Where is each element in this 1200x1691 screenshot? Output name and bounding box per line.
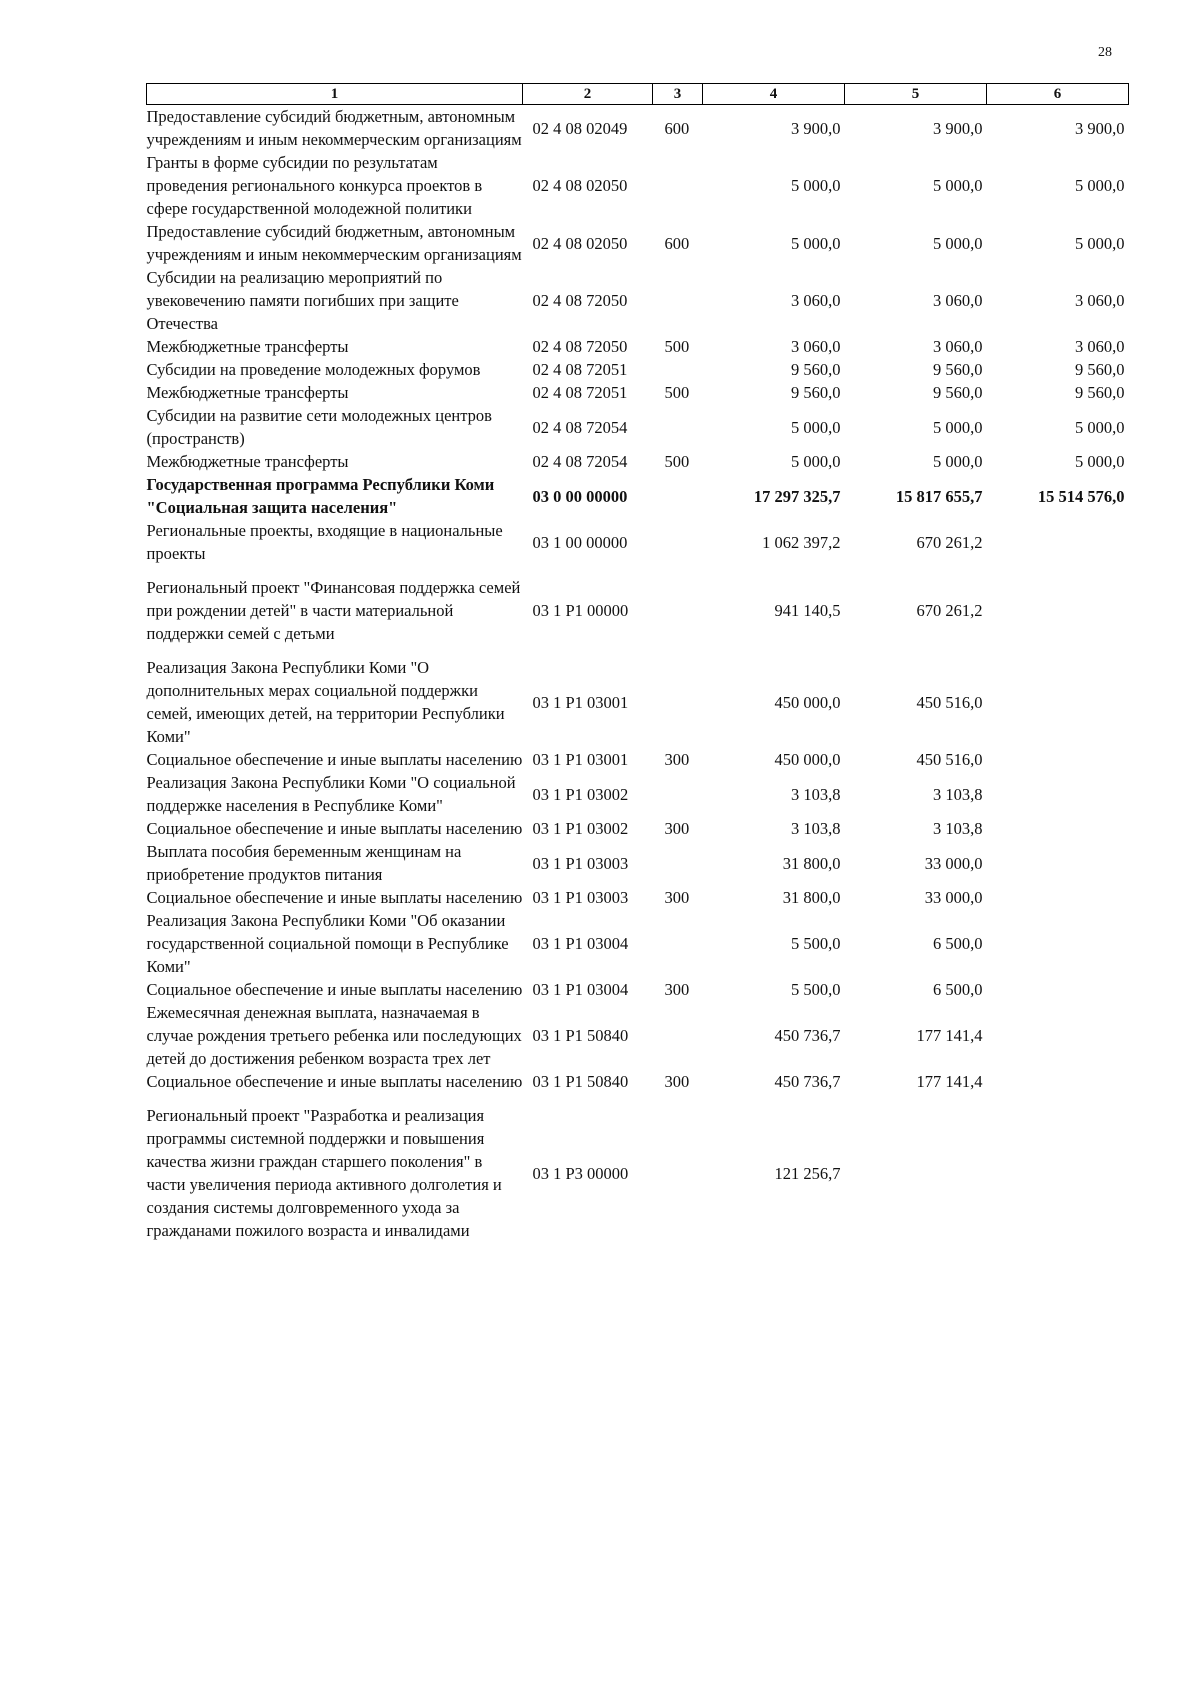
table-row — [147, 840, 1129, 886]
row-expense-type: 500 — [664, 337, 690, 356]
row-expense-type: 600 — [664, 118, 690, 138]
row-amount-col4: 5 000,0 — [791, 176, 841, 195]
row-amount-col4: 941 140,5 — [774, 601, 841, 620]
row-amount-col4: 3 060,0 — [791, 337, 841, 356]
row-amount-col4: 3 103,8 — [791, 819, 841, 838]
header-col-4: 4 — [703, 84, 845, 105]
row-name: Социальное обеспечение и иные выплаты населению — [146, 819, 523, 838]
header-col-1: 1 — [147, 84, 523, 105]
row-amount-col5: 5 000,0 — [933, 417, 983, 437]
row-amount-col4: 450 736,7 — [774, 1072, 841, 1091]
row-expense-type: 300 — [664, 750, 690, 769]
row-expense-type — [653, 151, 703, 220]
row-name: Реализация Закона Республики Коми "О социальной поддержке населения в Республике Коми" — [146, 773, 516, 815]
row-amount-col6: 9 560,0 — [1075, 383, 1125, 402]
row-target-code: 03 1 P1 03004 — [532, 980, 629, 999]
row-expense-type — [653, 565, 703, 656]
row-amount-col5: 3 060,0 — [933, 291, 983, 310]
row-expense-type — [653, 909, 703, 978]
row-name: Региональные проекты, входящие в национальные проекты — [146, 521, 503, 563]
row-name: Предоставление субсидий бюджетным, автономным учреждениям и иным некоммерческим организациям — [146, 222, 522, 264]
row-target-code: 02 4 08 72051 — [532, 360, 628, 379]
row-amount-col5: 670 261,2 — [916, 601, 983, 620]
row-amount-col4: 31 800,0 — [782, 853, 841, 873]
row-amount-col4: 5 000,0 — [791, 452, 841, 471]
row-expense-type: 300 — [664, 819, 690, 838]
row-amount-col4: 9 560,0 — [791, 360, 841, 379]
row-name: Реализация Закона Республики Коми "О дополнительных мерах социальной поддержки семей, имеющих детей, на территории Республики Коми" — [146, 658, 505, 746]
row-amount-col6 — [987, 840, 1129, 886]
table-row — [147, 473, 1129, 519]
table-row — [147, 771, 1129, 817]
row-expense-type: 300 — [664, 888, 690, 907]
row-amount-col6 — [987, 656, 1129, 748]
row-amount-col5: 177 141,4 — [916, 1072, 983, 1091]
row-amount-col5: 5 000,0 — [933, 176, 983, 195]
table-row — [147, 519, 1129, 565]
row-amount-col4: 31 800,0 — [782, 888, 841, 907]
row-amount-col5: 33 000,0 — [924, 888, 983, 907]
row-expense-type — [653, 358, 703, 381]
row-amount-col4: 3 060,0 — [791, 291, 841, 310]
row-amount-col5: 450 516,0 — [916, 692, 983, 712]
table-row — [147, 656, 1129, 748]
row-name: Выплата пособия беременным женщинам на приобретение продуктов питания — [146, 842, 462, 884]
row-amount-col5: 3 900,0 — [933, 118, 983, 138]
row-amount-col4: 5 500,0 — [791, 980, 841, 999]
row-amount-col4: 3 103,8 — [791, 784, 841, 804]
row-expense-type — [653, 473, 703, 519]
row-amount-col6 — [987, 1001, 1129, 1070]
row-amount-col5: 177 141,4 — [916, 1026, 983, 1045]
row-expense-type — [653, 266, 703, 335]
row-target-code: 03 1 P1 03003 — [532, 888, 629, 907]
row-expense-type: 300 — [664, 1072, 690, 1091]
table-row — [147, 151, 1129, 220]
row-amount-col4: 450 000,0 — [774, 692, 841, 712]
row-amount-col6: 5 000,0 — [1075, 452, 1125, 471]
row-target-code: 03 0 00 00000 — [532, 486, 628, 506]
header-col-2: 2 — [523, 84, 653, 105]
row-amount-col6: 3 900,0 — [1075, 118, 1125, 138]
row-target-code: 03 1 P1 03003 — [532, 853, 629, 873]
table-row — [147, 105, 1129, 152]
row-name: Социальное обеспечение и иные выплаты населению — [146, 980, 523, 999]
row-amount-col4: 450 736,7 — [774, 1026, 841, 1045]
table-row — [147, 450, 1129, 473]
row-expense-type: 600 — [664, 233, 690, 253]
table-row — [147, 1001, 1129, 1070]
row-amount-col6: 3 060,0 — [1075, 337, 1125, 356]
row-amount-col6 — [987, 748, 1129, 771]
header-col-5: 5 — [845, 84, 987, 105]
row-target-code: 03 1 P1 03004 — [532, 934, 629, 953]
row-expense-type — [653, 1093, 703, 1253]
row-target-code: 02 4 08 02049 — [532, 118, 628, 138]
row-expense-type — [653, 519, 703, 565]
row-amount-col6: 15 514 576,0 — [1037, 486, 1125, 506]
row-target-code: 03 1 P3 00000 — [532, 1163, 629, 1183]
row-amount-col5: 9 560,0 — [933, 383, 983, 402]
row-amount-col5: 33 000,0 — [924, 853, 983, 873]
table-row — [147, 909, 1129, 978]
row-amount-col5: 5 000,0 — [933, 452, 983, 471]
row-expense-type — [653, 404, 703, 450]
row-amount-col6: 9 560,0 — [1075, 360, 1125, 379]
table-row — [147, 565, 1129, 656]
row-target-code: 03 1 P1 00000 — [532, 601, 629, 620]
table-row — [147, 978, 1129, 1001]
row-amount-col5: 670 261,2 — [916, 532, 983, 552]
row-amount-col6 — [987, 817, 1129, 840]
row-amount-col6 — [987, 886, 1129, 909]
row-name: Социальное обеспечение и иные выплаты населению — [146, 750, 523, 769]
row-amount-col4: 17 297 325,7 — [753, 486, 841, 506]
row-amount-col5: 3 103,8 — [933, 784, 983, 804]
row-amount-col4: 5 000,0 — [791, 233, 841, 253]
budget-table — [146, 83, 1129, 1253]
row-amount-col4: 450 000,0 — [774, 750, 841, 769]
row-name: Субсидии на реализацию мероприятий по увековечению памяти погибших при защите Отечества — [146, 268, 459, 333]
row-amount-col6 — [987, 771, 1129, 817]
table-row — [147, 1070, 1129, 1093]
row-expense-type — [653, 840, 703, 886]
row-target-code: 02 4 08 72050 — [532, 291, 628, 310]
row-amount-col6 — [987, 565, 1129, 656]
row-name: Межбюджетные трансферты — [146, 383, 349, 402]
row-amount-col4: 9 560,0 — [791, 383, 841, 402]
header-col-3: 3 — [653, 84, 703, 105]
table-row — [147, 266, 1129, 335]
row-amount-col5: 3 060,0 — [933, 337, 983, 356]
row-target-code: 02 4 08 02050 — [532, 233, 628, 253]
table-row — [147, 358, 1129, 381]
row-name: Региональный проект "Финансовая поддержка семей при рождении детей" в части материальной поддержки семей с детьми — [146, 578, 521, 643]
row-target-code: 02 4 08 72051 — [532, 383, 628, 402]
row-name: Региональный проект "Разработка и реализация программы системной поддержки и повышения качества жизни граждан старшего поколения" в части увеличения периода активного долголетия и создания системы долговременного ухода за гражданами пожилого возраста и инвалидами — [146, 1106, 502, 1240]
row-amount-col6 — [987, 519, 1129, 565]
table-body — [147, 105, 1129, 1254]
row-amount-col5: 6 500,0 — [933, 980, 983, 999]
row-target-code: 03 1 P1 03002 — [532, 784, 629, 804]
row-expense-type — [653, 771, 703, 817]
row-amount-col5: 15 817 655,7 — [895, 486, 983, 506]
table-row — [147, 886, 1129, 909]
table-row — [147, 748, 1129, 771]
row-amount-col5: 3 103,8 — [933, 819, 983, 838]
row-target-code: 03 1 P1 50840 — [532, 1072, 629, 1091]
row-expense-type — [653, 656, 703, 748]
row-expense-type: 500 — [664, 452, 690, 471]
row-target-code: 03 1 P1 03001 — [532, 692, 629, 712]
row-amount-col6: 5 000,0 — [1075, 417, 1125, 437]
row-amount-col4: 3 900,0 — [791, 118, 841, 138]
row-amount-col4: 1 062 397,2 — [762, 532, 841, 552]
table-row — [147, 220, 1129, 266]
row-name: Социальное обеспечение и иные выплаты населению — [146, 1072, 523, 1091]
row-name: Субсидии на развитие сети молодежных центров (пространств) — [146, 406, 492, 448]
row-target-code: 03 1 P1 03002 — [532, 819, 629, 838]
row-name: Реализация Закона Республики Коми "Об оказании государственной социальной помощи в Республике Коми" — [146, 911, 509, 976]
row-name: Социальное обеспечение и иные выплаты населению — [146, 888, 523, 907]
row-amount-col4: 121 256,7 — [774, 1163, 841, 1183]
row-target-code: 02 4 08 72054 — [532, 452, 628, 471]
row-amount-col6: 5 000,0 — [1075, 176, 1125, 195]
row-amount-col6 — [987, 1070, 1129, 1093]
row-target-code: 03 1 00 00000 — [532, 532, 628, 552]
row-amount-col5: 9 560,0 — [933, 360, 983, 379]
row-amount-col5 — [845, 1093, 987, 1253]
row-name: Межбюджетные трансферты — [146, 337, 349, 356]
row-name: Субсидии на проведение молодежных форумов — [146, 360, 481, 379]
table-row — [147, 335, 1129, 358]
table-row — [147, 817, 1129, 840]
row-amount-col6: 3 060,0 — [1075, 291, 1125, 310]
row-amount-col6 — [987, 1093, 1129, 1253]
row-amount-col6 — [987, 978, 1129, 1001]
header-col-6: 6 — [987, 84, 1129, 105]
row-target-code: 03 1 P1 03001 — [532, 750, 629, 769]
page-number: 28 — [1098, 45, 1112, 60]
row-target-code: 03 1 P1 50840 — [532, 1026, 629, 1045]
row-expense-type: 300 — [664, 980, 690, 999]
row-name: Межбюджетные трансферты — [146, 452, 349, 471]
row-name: Гранты в форме субсидии по результатам проведения регионального конкурса проектов в сфере государственной молодежной политики — [146, 153, 483, 218]
row-amount-col5: 5 000,0 — [933, 233, 983, 253]
row-expense-type — [653, 1001, 703, 1070]
row-amount-col6 — [987, 909, 1129, 978]
row-target-code: 02 4 08 72054 — [532, 417, 628, 437]
row-amount-col6: 5 000,0 — [1075, 233, 1125, 253]
row-amount-col4: 5 000,0 — [791, 417, 841, 437]
table-row — [147, 1093, 1129, 1253]
row-amount-col5: 6 500,0 — [933, 934, 983, 953]
row-name: Государственная программа Республики Коми "Социальная защита населения" — [146, 475, 495, 517]
row-amount-col5: 450 516,0 — [916, 750, 983, 769]
table-row — [147, 381, 1129, 404]
row-name: Предоставление субсидий бюджетным, автономным учреждениям и иным некоммерческим организациям — [146, 107, 522, 149]
row-amount-col4: 5 500,0 — [791, 934, 841, 953]
table-header-row — [147, 84, 1129, 105]
row-expense-type: 500 — [664, 383, 690, 402]
row-target-code: 02 4 08 72050 — [532, 337, 628, 356]
row-name: Ежемесячная денежная выплата, назначаемая в случае рождения третьего ребенка или последующих детей до достижения ребенком возраста трех лет — [146, 1003, 522, 1068]
row-target-code: 02 4 08 02050 — [532, 176, 628, 195]
table-row — [147, 404, 1129, 450]
